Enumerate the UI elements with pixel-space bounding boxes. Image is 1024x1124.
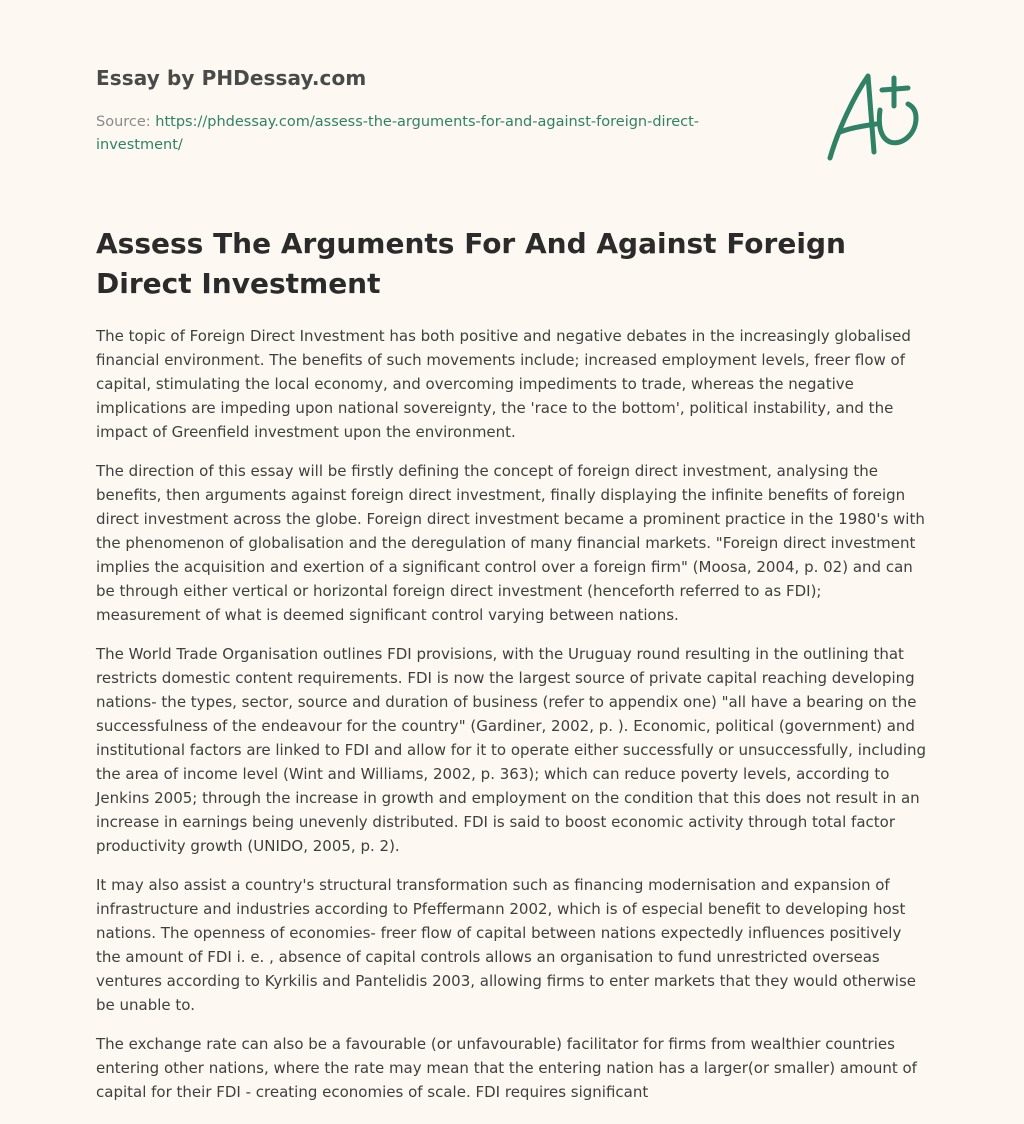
article-title: Assess The Arguments For And Against Foreign Direct Investment (96, 227, 846, 300)
paragraph: It may also assist a country's structural transformation such as financing modernisation and expansion of infrastructure and industries according to Pfeffermann 2002, which is of especial benefit to developing host nations. The openness of economies- freer flow of capital between nations expectedly influences positively the amount of FDI i. e. , absence of capital controls allows an organisation to fund unrestricted overseas ventures according to Kyrkilis and Pantelidis 2003, allowing firms to enter markets that they would otherwise be unable to. (96, 876, 917, 1014)
source-link[interactable]: https://phdessay.com/assess-the-arguments-for-and-against-foreign-direct-investment/ (96, 114, 700, 153)
a-plus-logo-icon (824, 66, 928, 162)
header (96, 0, 928, 190)
site-brand: Essay by PHDessay.com (96, 66, 367, 90)
source-line (96, 111, 756, 157)
article-body (96, 324, 928, 1119)
paragraph: The topic of Foreign Direct Investment has both positive and negative debates in the increasingly globalised financial environment. The benefits of such movements include; increased employment levels, freer flow of capital, stimulating the local economy, and overcoming impediments to trade, whereas the negative implications are impeding upon national sovereignty, the 'race to the bottom', political instability, and the impact of Greenfield investment upon the environment. (96, 327, 911, 441)
paragraph: The World Trade Organisation outlines FDI provisions, with the Uruguay round resulting in the outlining that restricts domestic content requirements. FDI is now the largest source of private capital reaching developing nations- the types, sector, source and duration of business (refer to appendix one) "all have a bearing on the successfulness of the endeavour for the country" (Gardiner, 2002, p. ). Economic, political (government) and institutional factors are linked to FDI and allow for it to operate either successfully or unsuccessfully, including the area of income level (Wint and Williams, 2002, p. 363); which can reduce poverty levels, according to Jenkins 2005; through the increase in growth and employment on the condition that this does not result in an increase in earnings being unevenly distributed. FDI is said to boost economic activity through total factor productivity growth (UNIDO, 2005, p. 2). (96, 645, 927, 855)
paragraph: The direction of this essay will be firstly defining the concept of foreign direct investment, analysing the benefits, then arguments against foreign direct investment, finally displaying the infinite benefits of foreign direct investment across the globe. Foreign direct investment became a prominent practice in the 1980's with the phenomenon of globalisation and the deregulation of many financial markets. "Foreign direct investment implies the acquisition and exertion of a significant control over a foreign firm" (Moosa, 2004, p. 02) and can be through either vertical or horizontal foreign direct investment (henceforth referred to as FDI); measurement of what is deemed significant control varying between nations. (96, 462, 925, 624)
source-label: Source: (96, 114, 156, 130)
paragraph: The exchange rate can also be a favourable (or unfavourable) facilitator for firms from wealthier countries entering other nations, where the rate may mean that the entering nation has a larger(or smaller) amount of capital for their FDI - creating economies of scale. FDI requires significant (96, 1035, 917, 1101)
